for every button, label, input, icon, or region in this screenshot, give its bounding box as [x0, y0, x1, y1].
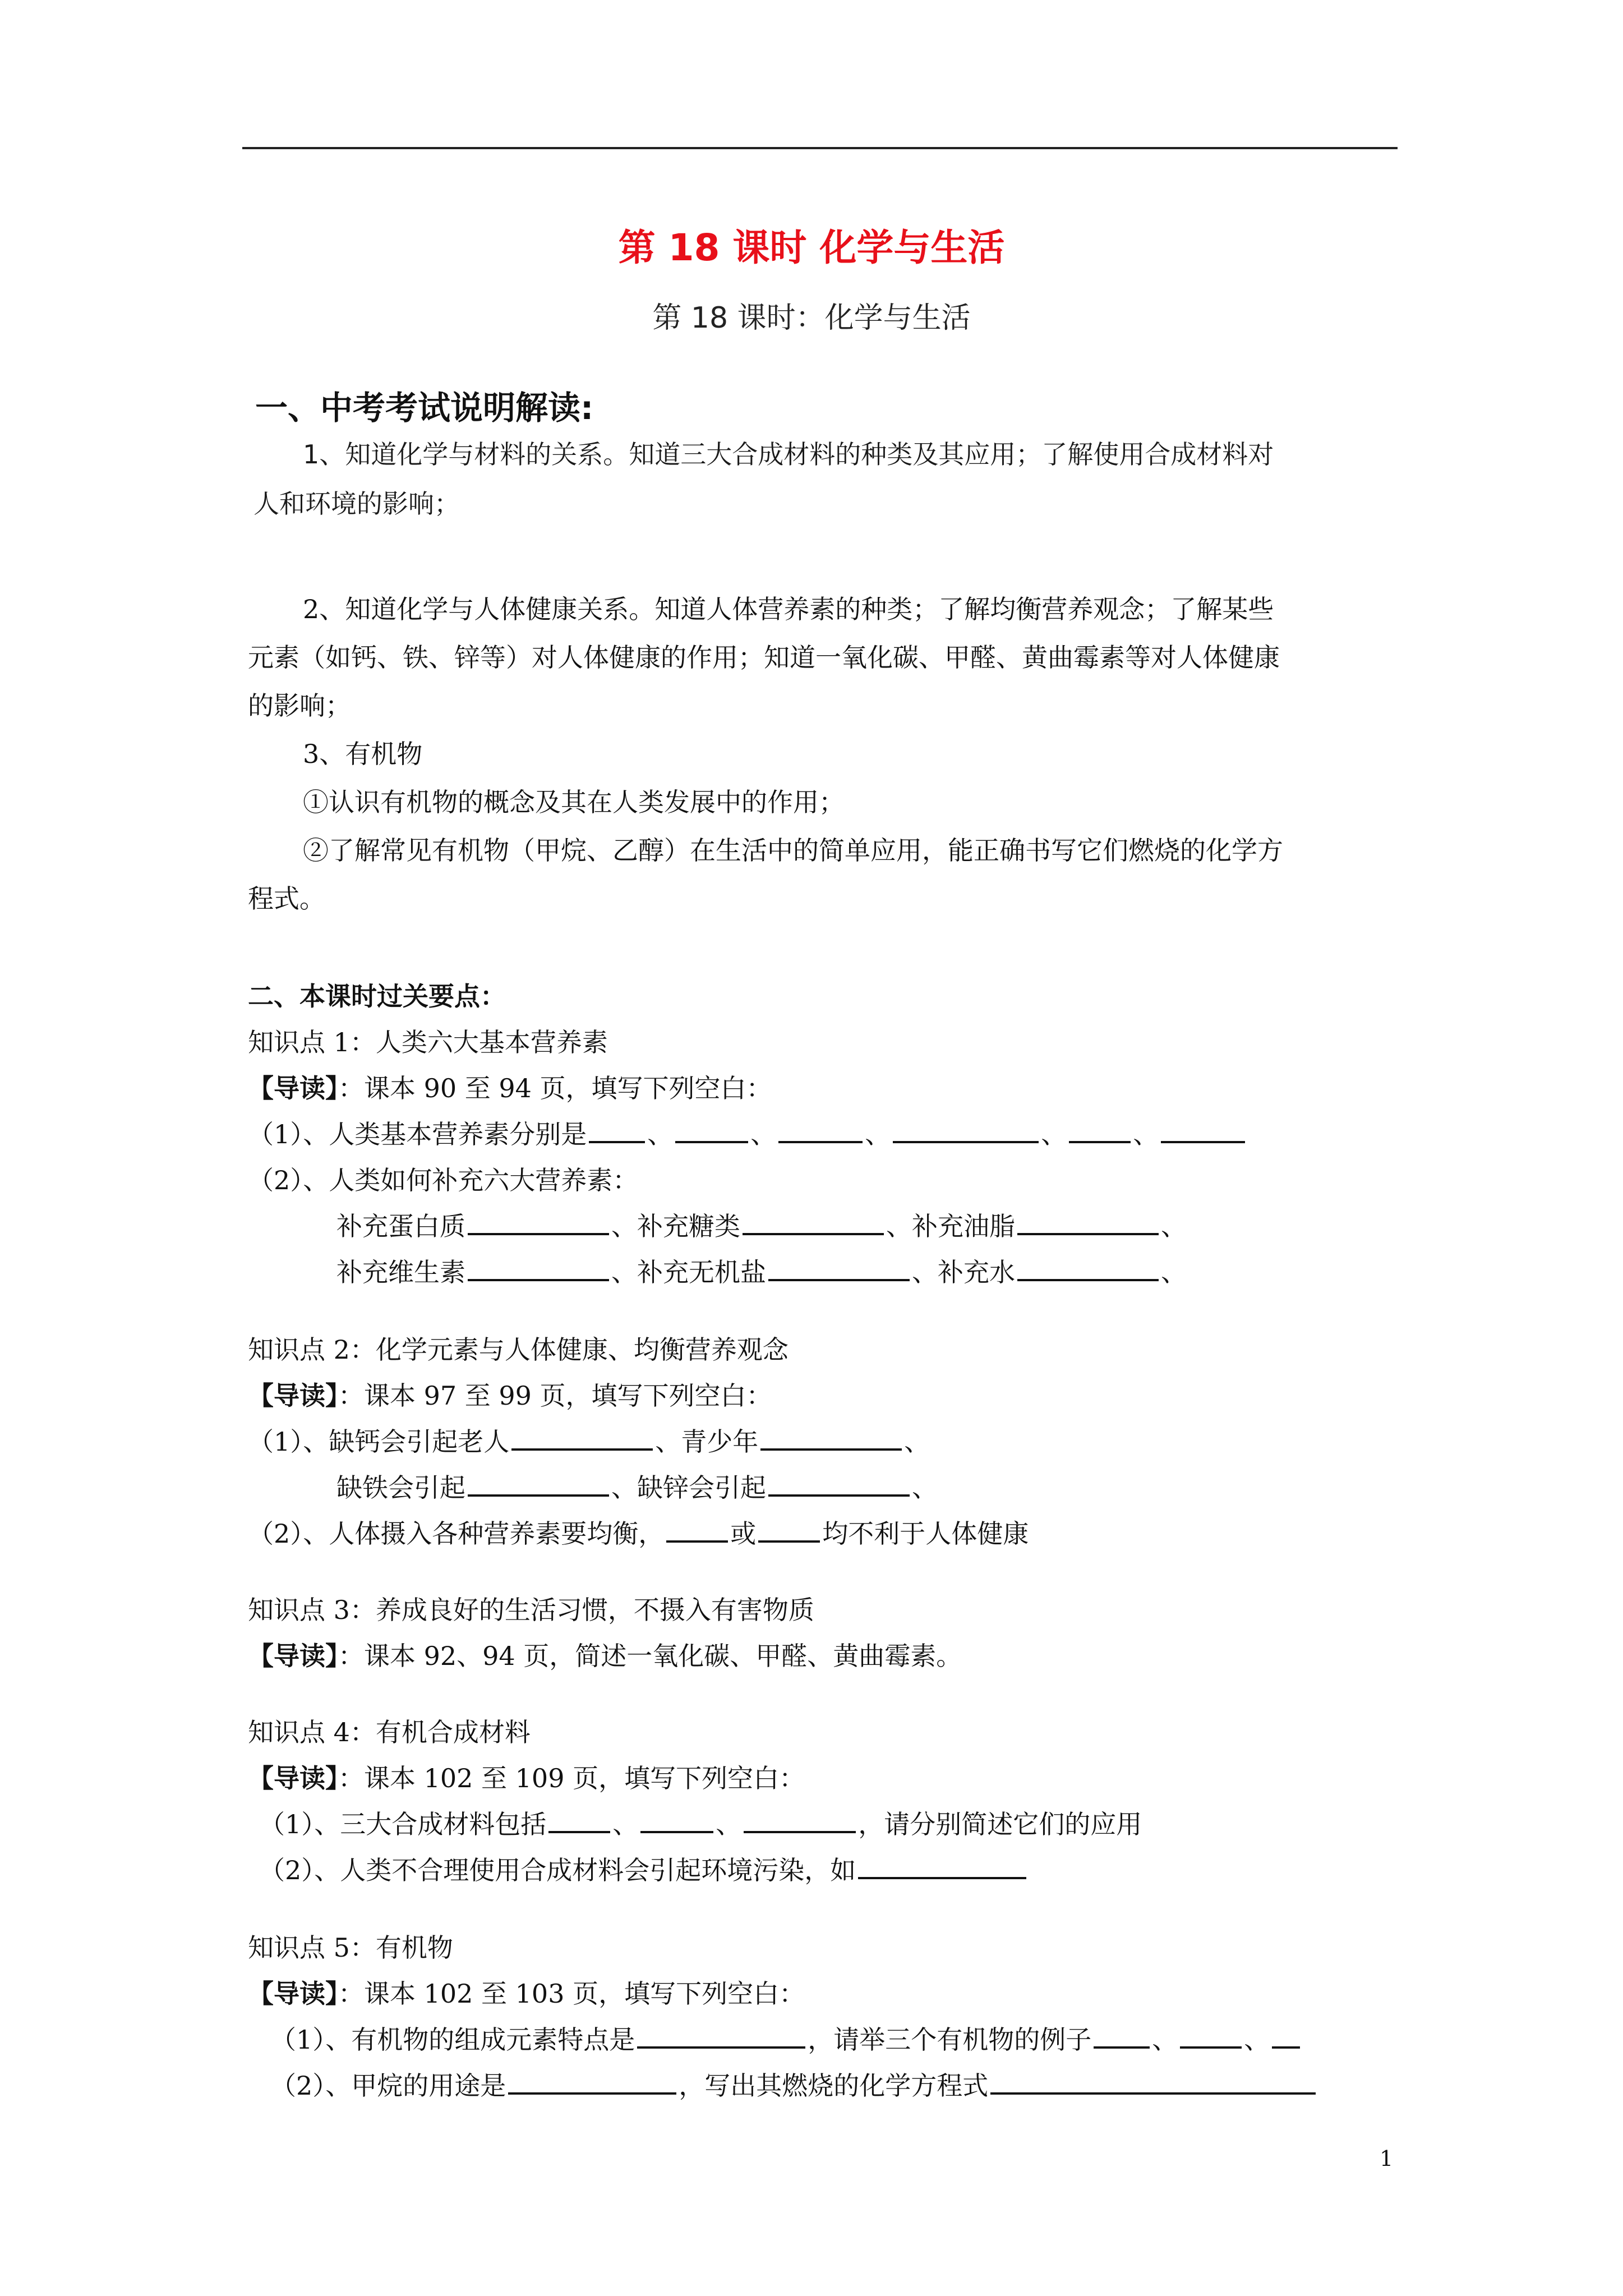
kp2-guide-label: 【导读】 — [248, 1381, 338, 1411]
kp4-guide-text: ：课本 102 至 109 页，填写下列空白： — [338, 1763, 805, 1793]
blank-field[interactable] — [468, 1257, 609, 1281]
kp5-q1 — [270, 2019, 1302, 2056]
blank-field[interactable] — [744, 1809, 856, 1833]
section1-item2-line3: 的影响； — [248, 691, 351, 721]
blank-field[interactable] — [1094, 2024, 1150, 2049]
kp2-zinc: 、缺锌会引起 — [611, 1473, 766, 1503]
section1-item3-b-line1: ②了解常见有机物（甲烷、乙醇）在生活中的简单应用，能正确书写它们燃烧的化学方 — [303, 835, 1283, 866]
blank-field[interactable] — [1017, 1257, 1159, 1281]
section1-heading: 一、中考考试说明解读: — [255, 389, 594, 427]
blank-field[interactable] — [1017, 1211, 1159, 1235]
kp4-q1-end: ，请分别简述它们的应用 — [858, 1809, 1142, 1839]
sugar-label: 、补充糖类 — [611, 1211, 740, 1241]
blank-field[interactable] — [990, 2070, 1316, 2095]
kp4-title: 知识点 4：有机合成材料 — [248, 1717, 531, 1747]
kp2-q1-b — [336, 1467, 938, 1504]
blank-field[interactable] — [511, 1426, 653, 1451]
separator: 、 — [1152, 2024, 1178, 2055]
separator: 、 — [716, 1809, 742, 1839]
page-subtitle: 第 18 课时：化学与生活 — [652, 301, 971, 335]
kp5-q2 — [270, 2065, 1318, 2102]
blank-field[interactable] — [640, 1809, 713, 1833]
kp1-guide — [248, 1068, 772, 1105]
section1-item3-b-line2: 程式。 — [248, 884, 325, 914]
separator: 、 — [904, 1427, 930, 1457]
kp4-q1-text: （1）、三大合成材料包括 — [259, 1809, 547, 1839]
kp4-q2-text: （2）、人类不合理使用合成材料会引起环境污染，如 — [259, 1855, 856, 1885]
kp4-guide-label: 【导读】 — [248, 1763, 338, 1793]
blank-field[interactable] — [675, 1119, 748, 1143]
blank-field[interactable] — [637, 2024, 805, 2049]
kp1-row-b — [336, 1252, 1187, 1289]
section1-item2-line2: 元素（如钙、铁、锌等）对人体健康的作用；知道一氧化碳、甲醛、黄曲霉素等对人体健康 — [248, 642, 1280, 673]
separator: 、 — [612, 1809, 639, 1839]
blank-field[interactable] — [508, 2070, 676, 2095]
kp5-q1-text: （1）、有机物的组成元素特点是 — [270, 2024, 635, 2055]
kp5-q2-use: （2）、甲烷的用途是 — [270, 2070, 506, 2101]
vitamin-label: 补充维生素 — [336, 1257, 465, 1287]
kp3-title: 知识点 3：养成良好的生活习惯，不摄入有害物质 — [248, 1595, 814, 1625]
blank-field[interactable] — [1069, 1119, 1131, 1143]
separator: 、 — [647, 1119, 674, 1149]
page-number: 1 — [1380, 2146, 1394, 2171]
blank-field[interactable] — [758, 1518, 820, 1543]
separator: 、 — [750, 1119, 777, 1149]
kp4-q1 — [259, 1804, 1142, 1841]
blank-field[interactable] — [768, 1257, 910, 1281]
kp1-q1-prefix: （1）、人类基本营养素分别是 — [248, 1119, 587, 1149]
salt-label: 、补充无机盐 — [611, 1257, 766, 1287]
kp5-q2-equation: ，写出其燃烧的化学方程式 — [679, 2070, 989, 2101]
separator: 、 — [1244, 2024, 1270, 2055]
kp5-guide-label: 【导读】 — [248, 1978, 338, 2009]
kp2-q2-text: （2）、人体摄入各种营养素要均衡， — [248, 1519, 665, 1549]
kp2-iron: 缺铁会引起 — [336, 1473, 465, 1503]
blank-field[interactable] — [1180, 2024, 1242, 2049]
fat-label: 、补充油脂 — [886, 1211, 1015, 1241]
section1-item1-line2: 人和环境的影响； — [253, 489, 460, 519]
kp4-guide — [248, 1758, 805, 1795]
blank-field[interactable] — [589, 1119, 645, 1143]
kp2-q1-youth: 、青少年 — [655, 1427, 759, 1457]
water-label: 、补充水 — [912, 1257, 1015, 1287]
blank-field[interactable] — [468, 1472, 609, 1497]
kp4-q2 — [259, 1850, 1029, 1887]
separator: 、 — [1041, 1119, 1067, 1149]
blank-field[interactable] — [778, 1119, 863, 1143]
kp1-q2: （2）、人类如何补充六大营养素： — [248, 1165, 639, 1195]
section1-item3: 3、有机物 — [303, 739, 423, 769]
blank-field[interactable] — [893, 1119, 1039, 1143]
kp2-guide-text: ：课本 97 至 99 页，填写下列空白： — [338, 1381, 772, 1411]
blank-field[interactable] — [1272, 2024, 1300, 2049]
kp5-guide — [248, 1973, 805, 2010]
section1-item1-line1: 1、知道化学与材料的关系。知道三大合成材料的种类及其应用；了解使用合成材料对 — [303, 439, 1274, 470]
kp2-q1-elderly: （1）、缺钙会引起老人 — [248, 1427, 510, 1457]
kp2-q2-or: 或 — [730, 1519, 757, 1549]
kp2-title: 知识点 2：化学元素与人体健康、均衡营养观念 — [248, 1335, 789, 1365]
blank-field[interactable] — [743, 1211, 884, 1235]
separator: 、 — [912, 1473, 938, 1503]
separator: 、 — [1133, 1119, 1159, 1149]
separator: 、 — [865, 1119, 891, 1149]
kp3-guide-label: 【导读】 — [248, 1641, 338, 1671]
kp2-q1-a — [248, 1421, 930, 1458]
kp1-guide-label: 【导读】 — [248, 1073, 338, 1103]
kp3-guide-text: ：课本 92、94 页，简述一氧化碳、甲醛、黄曲霉素。 — [338, 1641, 962, 1671]
protein-label: 补充蛋白质 — [336, 1211, 465, 1241]
section2-heading: 二、本课时过关要点： — [248, 981, 506, 1011]
kp3-guide — [248, 1636, 962, 1673]
section1-item3-a: ①认识有机物的概念及其在人类发展中的作用； — [303, 787, 845, 817]
blank-field[interactable] — [760, 1426, 902, 1451]
kp1-q1 — [248, 1114, 1247, 1151]
blank-field[interactable] — [548, 1809, 610, 1833]
kp1-guide-text: ：课本 90 至 94 页，填写下列空白： — [338, 1073, 772, 1103]
page-title: 第 18 课时 化学与生活 — [618, 226, 1005, 269]
kp5-q1-examples: ，请举三个有机物的例子 — [808, 2024, 1092, 2055]
blank-field[interactable] — [858, 1855, 1026, 1879]
kp1-row-a — [336, 1206, 1187, 1243]
blank-field[interactable] — [666, 1518, 728, 1543]
blank-field[interactable] — [1161, 1119, 1245, 1143]
blank-field[interactable] — [768, 1472, 910, 1497]
header-rule — [242, 147, 1398, 149]
kp2-guide — [248, 1375, 772, 1412]
kp2-q2-end: 均不利于人体健康 — [822, 1519, 1029, 1549]
separator: 、 — [1161, 1211, 1187, 1241]
kp5-guide-text: ：课本 102 至 103 页，填写下列空白： — [338, 1978, 805, 2009]
blank-field[interactable] — [468, 1211, 609, 1235]
separator: 、 — [1161, 1257, 1187, 1287]
kp1-title: 知识点 1：人类六大基本营养素 — [248, 1027, 608, 1057]
section1-item2-line1: 2、知道化学与人体健康关系。知道人体营养素的种类；了解均衡营养观念；了解某些 — [303, 594, 1274, 624]
kp5-title: 知识点 5：有机物 — [248, 1932, 453, 1963]
kp2-q2 — [248, 1513, 1029, 1550]
